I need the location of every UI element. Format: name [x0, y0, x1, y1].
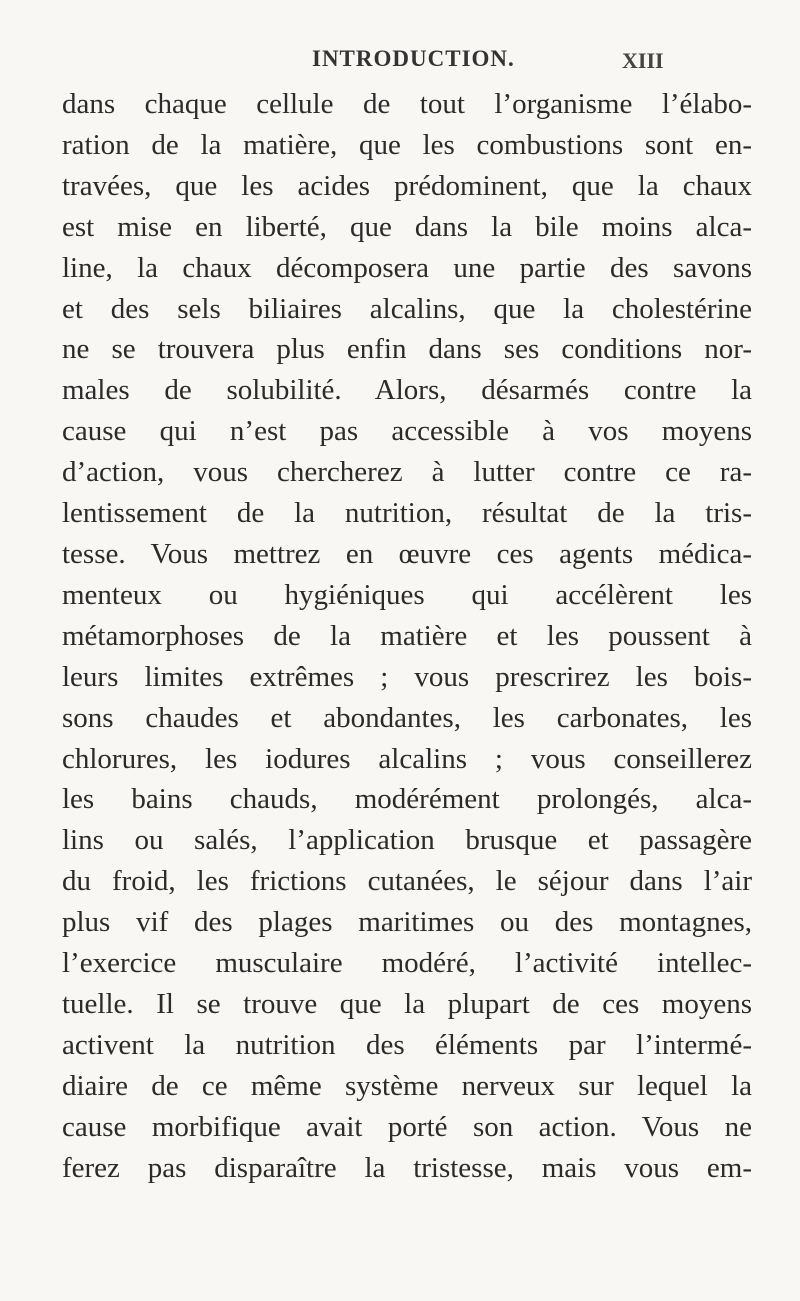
text-line: tuelle. Il se trouve que la plupart de ces moyens	[62, 987, 752, 1020]
text-line: ne se trouvera plus enfin dans ses conditions nor-	[62, 333, 752, 366]
text-line: males de solubilité. Alors, désarmés contre la	[62, 374, 752, 407]
text-line: line, la chaux décomposera une partie des savons	[62, 251, 752, 284]
text-line: lins ou salés, l’application brusque et passagère	[62, 824, 752, 857]
text-line: sons chaudes et abondantes, les carbonates, les	[62, 701, 752, 734]
text-line: l’exercice musculaire modéré, l’activité intellec-	[62, 947, 752, 980]
text-line: cause qui n’est pas accessible à vos moyens	[62, 415, 752, 448]
page-header	[0, 46, 800, 82]
text-line: et des sels biliaires alcalins, que la cholestérine	[62, 292, 752, 325]
text-line: cause morbifique avait porté son action. Vous ne	[62, 1110, 752, 1143]
text-line: d’action, vous chercherez à lutter contre ce ra-	[62, 456, 752, 489]
page-number: XIII	[622, 48, 664, 73]
text-line: ration de la matière, que les combustions sont en-	[62, 128, 752, 161]
text-line: dans chaque cellule de tout l’organisme l’élabo-	[62, 88, 752, 120]
text-line: travées, que les acides prédominent, que la chaux	[62, 169, 752, 202]
text-line: activent la nutrition des éléments par l’intermé-	[62, 1028, 752, 1061]
text-line: ferez pas disparaître la tristesse, mais vous em-	[62, 1151, 752, 1184]
text-line: tesse. Vous mettrez en œuvre ces agents médica-	[62, 537, 752, 570]
text-line: leurs limites extrêmes ; vous prescrirez les bois-	[62, 660, 752, 693]
text-line: lentissement de la nutrition, résultat de la tris-	[62, 497, 752, 530]
text-line: diaire de ce même système nerveux sur lequel la	[62, 1069, 752, 1102]
text-line: du froid, les frictions cutanées, le séjour dans l’air	[62, 865, 752, 898]
text-line: menteux ou hygiéniques qui accélèrent les	[62, 578, 752, 611]
running-title: INTRODUCTION.	[312, 46, 515, 71]
text-line: est mise en liberté, que dans la bile moins alca-	[62, 210, 752, 243]
body-text	[62, 84, 752, 1188]
text-line: chlorures, les iodures alcalins ; vous conseillerez	[62, 742, 752, 775]
text-line: les bains chauds, modérément prolongés, alca-	[62, 783, 752, 816]
text-line: métamorphoses de la matière et les poussent à	[62, 619, 752, 652]
text-line: plus vif des plages maritimes ou des montagnes,	[62, 906, 752, 939]
